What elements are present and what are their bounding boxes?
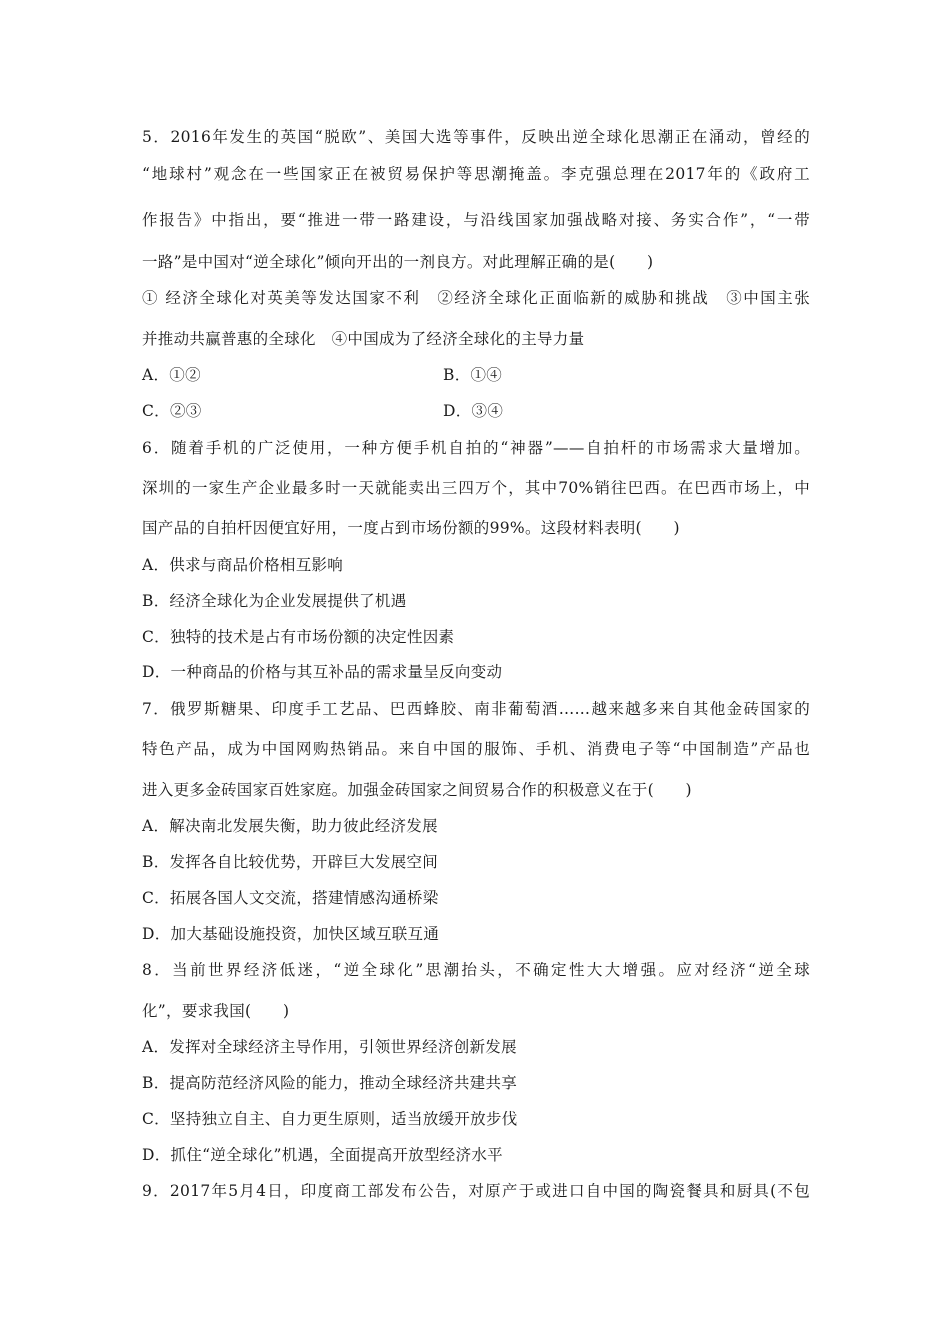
question-8-option-b: B．提高防范经济风险的能力，推动全球经济共建共享 — [142, 1074, 518, 1092]
question-5-option-b: B．①④ — [443, 366, 503, 384]
question-5-stem-line-2: “地球村”观念在一些国家正在被贸易保护等思潮掩盖。李克强总理在2017年的《政府工 — [142, 165, 810, 183]
question-5-stem-line-4: 一路”是中国对“逆全球化”倾向开出的一剂良方。对此理解正确的是( ) — [142, 253, 654, 271]
question-7-option-a: A．解决南北发展失衡，助力彼此经济发展 — [142, 817, 438, 835]
question-8-option-a: A．发挥对全球经济主导作用，引领世界经济创新发展 — [142, 1038, 517, 1056]
question-6-option-a: A．供求与商品价格相互影响 — [142, 556, 344, 574]
question-7-option-b: B．发挥各自比较优势，开辟巨大发展空间 — [142, 853, 439, 871]
question-5-option-row-1 — [142, 365, 810, 385]
question-6-stem-line-2: 深圳的一家生产企业最多时一天就能卖出三四万个，其中70%销往巴西。在巴西市场上，中 — [142, 479, 810, 497]
question-6-option-d: D．一种商品的价格与其互补品的需求量呈反向变动 — [142, 663, 503, 681]
question-5-option-d: D．③④ — [443, 402, 504, 420]
question-5-option-a: A．①② — [142, 366, 201, 384]
question-6-stem-line-1: 6．随着手机的广泛使用，一种方便手机自拍的“神器”——自拍杆的市场需求大量增加。 — [142, 439, 810, 457]
question-7-stem-line-3: 进入更多金砖国家百姓家庭。加强金砖国家之间贸易合作的积极意义在于( ) — [142, 781, 692, 799]
question-5-stem-line-1: 5．2016年发生的英国“脱欧”、美国大选等事件，反映出逆全球化思潮正在涌动，曾经的 — [142, 128, 810, 146]
question-8-stem-line-1: 8．当前世界经济低迷，“逆全球化”思潮抬头，不确定性大大增强。应对经济“逆全球 — [142, 961, 810, 979]
question-5-option-c: C．②③ — [142, 402, 202, 420]
question-8-stem-line-2: 化”，要求我国( ) — [142, 1002, 290, 1020]
question-6-option-b: B．经济全球化为企业发展提供了机遇 — [142, 592, 407, 610]
question-7-stem-line-2: 特色产品，成为中国网购热销品。来自中国的服饰、手机、消费电子等“中国制造”产品也 — [142, 740, 810, 758]
question-7-option-d: D．加大基础设施投资，加快区域互联互通 — [142, 925, 440, 943]
question-5-option-row-2 — [142, 401, 810, 421]
question-6-stem-line-3: 国产品的自拍杆因便宜好用，一度占到市场份额的99%。这段材料表明( ) — [142, 519, 680, 537]
question-8-option-c: C．坚持独立自主、自力更生原则，适当放缓开放步伐 — [142, 1110, 518, 1128]
question-5-statements-line-2: 并推动共赢普惠的全球化 ④中国成为了经济全球化的主导力量 — [142, 330, 585, 348]
question-7-stem-line-1: 7．俄罗斯糖果、印度手工艺品、巴西蜂胶、南非葡萄酒……越来越多来自其他金砖国家的 — [142, 700, 810, 718]
question-8-option-d: D．抓住“逆全球化”机遇，全面提高开放型经济水平 — [142, 1146, 503, 1164]
question-9-stem-line-1: 9．2017年5月4日，印度商工部发布公告，对原产于或进口自中国的陶瓷餐具和厨具(不包 — [142, 1182, 810, 1200]
question-7-option-c: C．拓展各国人文交流，搭建情感沟通桥梁 — [142, 889, 439, 907]
question-6-option-c: C．独特的技术是占有市场份额的决定性因素 — [142, 628, 455, 646]
question-5-stem-line-3: 作报告》中指出，要“推进一带一路建设，与沿线国家加强战略对接、务实合作”，“一带 — [142, 211, 810, 229]
question-5-statements-line-1: ① 经济全球化对英美等发达国家不利 ②经济全球化正面临新的威胁和挑战 ③中国主张 — [142, 289, 810, 307]
